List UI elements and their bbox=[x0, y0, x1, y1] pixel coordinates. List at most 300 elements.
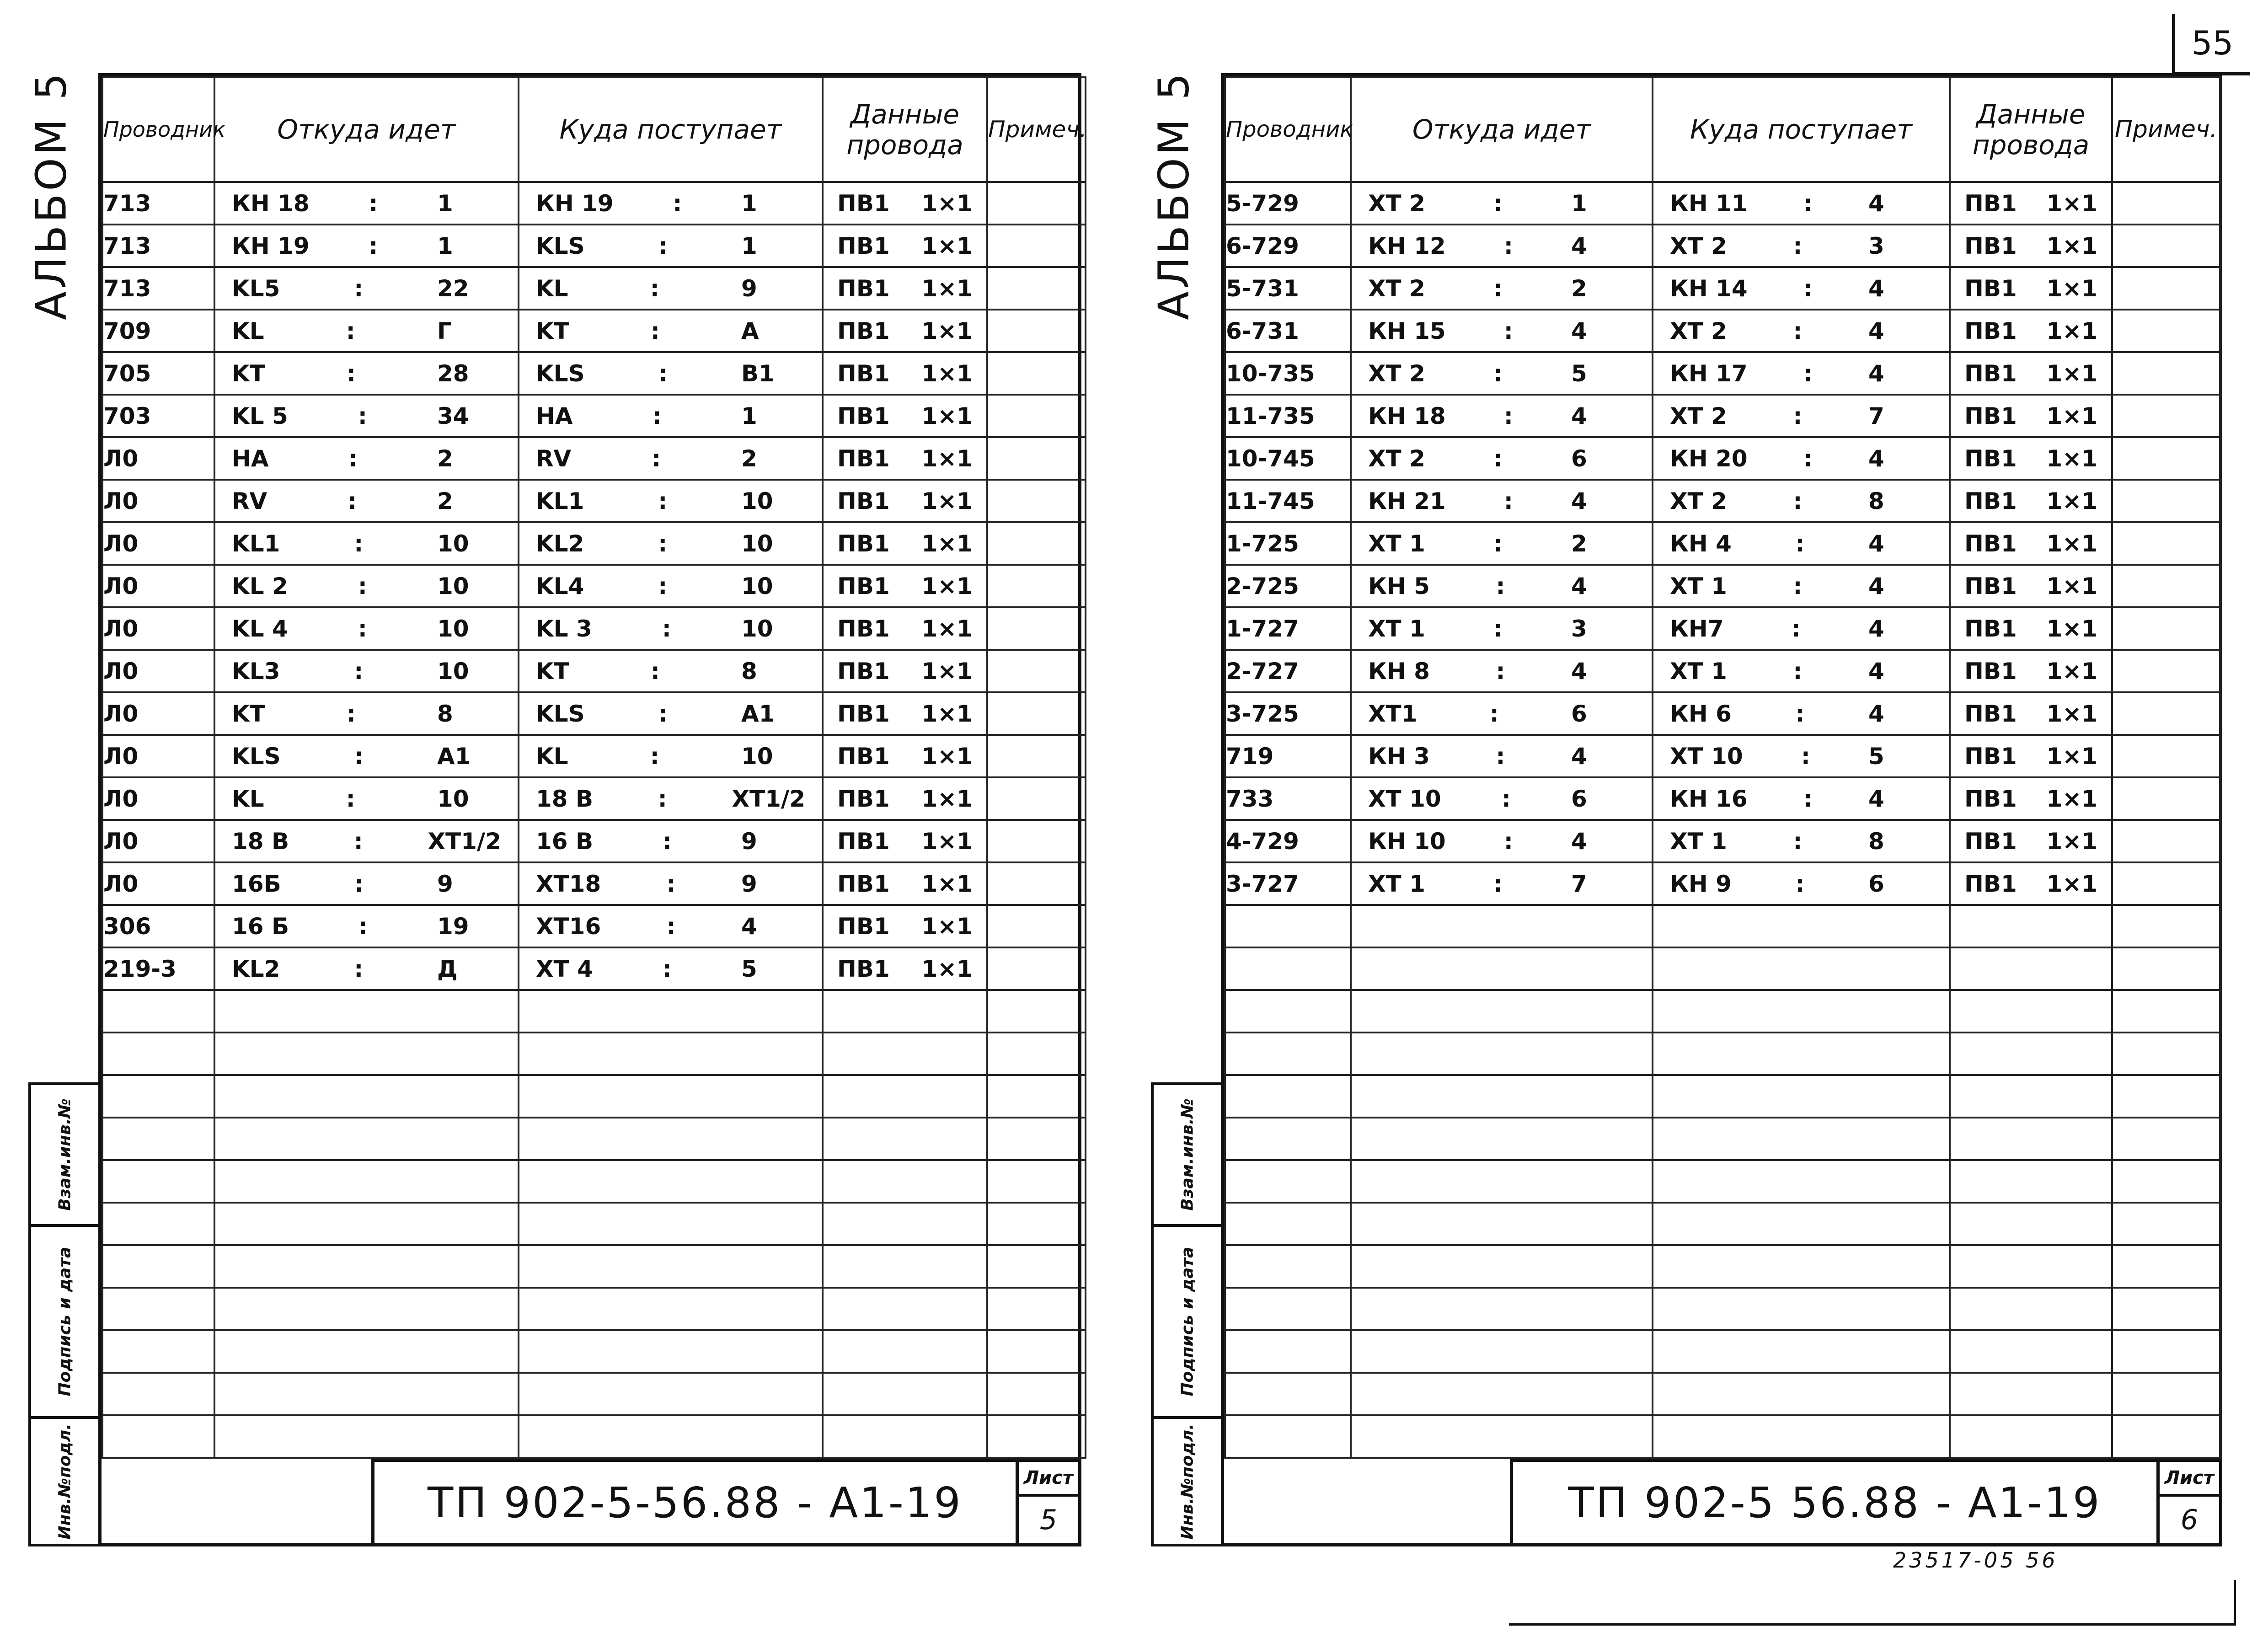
wire-cell: 703 bbox=[102, 395, 214, 437]
from-cell: HA : 2 bbox=[214, 437, 519, 480]
from-cell: КН 18 : 1 bbox=[214, 182, 519, 225]
wire-data-cell bbox=[823, 1245, 987, 1288]
wire-data-cell: ПВ1 1×1 bbox=[1950, 777, 2112, 820]
to-cell: КН 9 : 6 bbox=[1653, 862, 1950, 905]
wire-data-cell: ПВ1 1×1 bbox=[823, 777, 987, 820]
note-cell bbox=[2112, 650, 2220, 692]
from-cell bbox=[1351, 990, 1653, 1033]
note-cell bbox=[2112, 1075, 2220, 1118]
to-cell: KLS : B1 bbox=[519, 352, 823, 395]
wire-data-cell bbox=[1950, 1075, 2112, 1118]
header-data: Данные провода bbox=[823, 77, 987, 182]
note-cell bbox=[987, 1415, 1086, 1458]
to-cell: 16 B : 9 bbox=[519, 820, 823, 862]
from-cell: XT 1 : 7 bbox=[1351, 862, 1653, 905]
album-label: АЛЬБОМ 5 bbox=[27, 70, 76, 320]
from-cell bbox=[1351, 905, 1653, 947]
wire-data-cell: ПВ1 1×1 bbox=[1950, 820, 2112, 862]
note-cell bbox=[2112, 862, 2220, 905]
wire-data-cell: ПВ1 1×1 bbox=[1950, 267, 2112, 310]
note-cell bbox=[2112, 182, 2220, 225]
note-cell bbox=[2112, 225, 2220, 267]
from-cell: KL 4 : 10 bbox=[214, 607, 519, 650]
header-to: Куда поступает bbox=[519, 77, 823, 182]
note-cell bbox=[987, 777, 1086, 820]
wire-cell: Л0 bbox=[102, 735, 214, 777]
archive-number: 23517-05 56 bbox=[1893, 1548, 2058, 1573]
note-cell bbox=[987, 395, 1086, 437]
table-row bbox=[102, 947, 1086, 990]
wire-data-cell bbox=[823, 1033, 987, 1075]
note-cell bbox=[987, 480, 1086, 522]
to-cell bbox=[519, 1288, 823, 1330]
note-cell bbox=[987, 522, 1086, 565]
from-cell bbox=[214, 1245, 519, 1288]
header-from: Откуда идет bbox=[1351, 77, 1653, 182]
wire-cell: 713 bbox=[102, 182, 214, 225]
wire-cell bbox=[102, 1033, 214, 1075]
note-cell bbox=[987, 735, 1086, 777]
to-cell: КН7 : 4 bbox=[1653, 607, 1950, 650]
table-row bbox=[1225, 947, 2220, 990]
wire-data-cell bbox=[1950, 1160, 2112, 1203]
note-cell bbox=[987, 310, 1086, 352]
note-cell bbox=[987, 1118, 1086, 1160]
from-cell: КН 5 : 4 bbox=[1351, 565, 1653, 607]
wire-cell: 3-725 bbox=[1225, 692, 1351, 735]
table-row bbox=[1225, 1330, 2220, 1373]
from-cell bbox=[1351, 1373, 1653, 1415]
wire-cell: 709 bbox=[102, 310, 214, 352]
to-cell bbox=[1653, 1075, 1950, 1118]
note-cell bbox=[987, 1288, 1086, 1330]
to-cell: KLS : 1 bbox=[519, 225, 823, 267]
note-cell bbox=[2112, 905, 2220, 947]
from-cell bbox=[1351, 1288, 1653, 1330]
table-row bbox=[1225, 182, 2220, 225]
table-row bbox=[102, 1288, 1086, 1330]
from-cell: XT 2 : 5 bbox=[1351, 352, 1653, 395]
wire-data-cell: ПВ1 1×1 bbox=[823, 862, 987, 905]
sheet-number: 5 bbox=[1039, 1504, 1058, 1536]
table-row bbox=[1225, 820, 2220, 862]
to-cell: КН 4 : 4 bbox=[1653, 522, 1950, 565]
table-row bbox=[1225, 905, 2220, 947]
sheet-label: Лист bbox=[1019, 1462, 1078, 1497]
to-cell bbox=[519, 1118, 823, 1160]
wire-data-cell bbox=[823, 1330, 987, 1373]
wire-cell bbox=[1225, 947, 1351, 990]
header-wire: Проводник bbox=[102, 77, 214, 182]
wire-cell: 713 bbox=[102, 267, 214, 310]
wire-data-cell: ПВ1 1×1 bbox=[1950, 182, 2112, 225]
to-cell bbox=[1653, 1415, 1950, 1458]
table-row bbox=[102, 1245, 1086, 1288]
wire-data-cell: ПВ1 1×1 bbox=[1950, 565, 2112, 607]
note-cell bbox=[2112, 1330, 2220, 1373]
from-cell bbox=[214, 1160, 519, 1203]
wire-cell bbox=[1225, 1118, 1351, 1160]
wire-data-cell bbox=[1950, 1373, 2112, 1415]
to-cell bbox=[519, 1330, 823, 1373]
note-cell bbox=[2112, 1203, 2220, 1245]
note-cell bbox=[987, 1075, 1086, 1118]
wire-data-cell bbox=[823, 1203, 987, 1245]
note-cell bbox=[987, 1033, 1086, 1075]
title-block bbox=[371, 1459, 1078, 1543]
from-cell bbox=[214, 1373, 519, 1415]
wire-data-cell: ПВ1 1×1 bbox=[1950, 862, 2112, 905]
wire-data-cell bbox=[823, 1118, 987, 1160]
wire-cell: Л0 bbox=[102, 650, 214, 692]
note-cell bbox=[987, 437, 1086, 480]
from-cell: КН 19 : 1 bbox=[214, 225, 519, 267]
wire-data-cell: ПВ1 1×1 bbox=[823, 905, 987, 947]
wire-cell bbox=[1225, 1373, 1351, 1415]
from-cell: 18 B : XT1/2 bbox=[214, 820, 519, 862]
wire-cell: Л0 bbox=[102, 692, 214, 735]
table-header-row bbox=[102, 77, 1086, 182]
table-row bbox=[102, 1160, 1086, 1203]
from-cell: KL1 : 10 bbox=[214, 522, 519, 565]
header-to: Куда поступает bbox=[1653, 77, 1950, 182]
from-cell bbox=[1351, 947, 1653, 990]
from-cell: RV : 2 bbox=[214, 480, 519, 522]
to-cell: XT 2 : 3 bbox=[1653, 225, 1950, 267]
from-cell: КН 21 : 4 bbox=[1351, 480, 1653, 522]
table-row bbox=[102, 310, 1086, 352]
wire-cell bbox=[102, 1373, 214, 1415]
note-cell bbox=[987, 1203, 1086, 1245]
note-cell bbox=[987, 820, 1086, 862]
wire-data-cell: ПВ1 1×1 bbox=[823, 480, 987, 522]
header-note: Примеч. bbox=[2112, 77, 2220, 182]
note-cell bbox=[2112, 607, 2220, 650]
to-cell: КН 20 : 4 bbox=[1653, 437, 1950, 480]
wire-cell: 5-729 bbox=[1225, 182, 1351, 225]
note-cell bbox=[987, 225, 1086, 267]
table-row bbox=[1225, 862, 2220, 905]
table-row bbox=[102, 565, 1086, 607]
note-cell bbox=[987, 905, 1086, 947]
wire-data-cell bbox=[823, 1415, 987, 1458]
to-cell bbox=[519, 1033, 823, 1075]
note-cell bbox=[2112, 310, 2220, 352]
note-cell bbox=[987, 565, 1086, 607]
wire-cell bbox=[1225, 990, 1351, 1033]
from-cell: KLS : A1 bbox=[214, 735, 519, 777]
table-row bbox=[102, 905, 1086, 947]
to-cell: 18 B : XT1/2 bbox=[519, 777, 823, 820]
table-row bbox=[1225, 395, 2220, 437]
note-cell bbox=[2112, 395, 2220, 437]
wire-cell bbox=[102, 990, 214, 1033]
table-row bbox=[102, 990, 1086, 1033]
note-cell bbox=[2112, 820, 2220, 862]
wire-cell bbox=[1225, 1160, 1351, 1203]
note-cell bbox=[987, 650, 1086, 692]
wire-cell: 5-731 bbox=[1225, 267, 1351, 310]
note-cell bbox=[2112, 267, 2220, 310]
table-row bbox=[1225, 310, 2220, 352]
wire-data-cell: ПВ1 1×1 bbox=[823, 522, 987, 565]
table-row bbox=[1225, 650, 2220, 692]
wire-cell bbox=[1225, 1033, 1351, 1075]
wire-cell: 1-727 bbox=[1225, 607, 1351, 650]
wire-data-cell: ПВ1 1×1 bbox=[823, 735, 987, 777]
note-cell bbox=[2112, 1245, 2220, 1288]
sheet-number-box bbox=[2156, 1462, 2219, 1543]
wire-cell bbox=[1225, 1075, 1351, 1118]
from-cell: XT1 : 6 bbox=[1351, 692, 1653, 735]
from-cell: КН 10 : 4 bbox=[1351, 820, 1653, 862]
header-from: Откуда идет bbox=[214, 77, 519, 182]
to-cell bbox=[1653, 1118, 1950, 1160]
from-cell bbox=[214, 1118, 519, 1160]
note-cell bbox=[2112, 1160, 2220, 1203]
from-cell bbox=[1351, 1245, 1653, 1288]
table-row bbox=[1225, 1245, 2220, 1288]
from-cell bbox=[214, 1330, 519, 1373]
to-cell bbox=[1653, 1330, 1950, 1373]
wire-cell bbox=[1225, 1203, 1351, 1245]
note-cell bbox=[2112, 565, 2220, 607]
from-cell: KT : 8 bbox=[214, 692, 519, 735]
page-border-line bbox=[1509, 1580, 2236, 1626]
table-row bbox=[102, 1033, 1086, 1075]
wire-cell: 1-725 bbox=[1225, 522, 1351, 565]
table-row bbox=[1225, 267, 2220, 310]
table-row bbox=[102, 1373, 1086, 1415]
from-cell bbox=[1351, 1160, 1653, 1203]
wire-cell: 11-745 bbox=[1225, 480, 1351, 522]
table-row bbox=[102, 1415, 1086, 1458]
wire-data-cell: ПВ1 1×1 bbox=[823, 310, 987, 352]
to-cell bbox=[1653, 947, 1950, 990]
wire-cell bbox=[1225, 1415, 1351, 1458]
wire-data-cell: ПВ1 1×1 bbox=[1950, 522, 2112, 565]
note-cell bbox=[987, 1160, 1086, 1203]
wire-data-cell bbox=[823, 1075, 987, 1118]
table-row bbox=[1225, 522, 2220, 565]
to-cell: KT : 8 bbox=[519, 650, 823, 692]
note-cell bbox=[2112, 1415, 2220, 1458]
header-note: Примеч. bbox=[987, 77, 1086, 182]
to-cell bbox=[1653, 1203, 1950, 1245]
title-block bbox=[1510, 1459, 2219, 1543]
wire-data-cell: ПВ1 1×1 bbox=[1950, 395, 2112, 437]
to-cell: КН 19 : 1 bbox=[519, 182, 823, 225]
table-row bbox=[102, 692, 1086, 735]
wire-cell: 11-735 bbox=[1225, 395, 1351, 437]
from-cell: XT 1 : 3 bbox=[1351, 607, 1653, 650]
wire-data-cell bbox=[1950, 1330, 2112, 1373]
wire-cell: 306 bbox=[102, 905, 214, 947]
wire-cell: 219-3 bbox=[102, 947, 214, 990]
table-row bbox=[1225, 1075, 2220, 1118]
wire-cell bbox=[102, 1415, 214, 1458]
table-row bbox=[102, 395, 1086, 437]
from-cell: KL 5 : 34 bbox=[214, 395, 519, 437]
to-cell bbox=[1653, 1245, 1950, 1288]
table-row bbox=[102, 437, 1086, 480]
to-cell bbox=[519, 1075, 823, 1118]
to-cell: XT 2 : 4 bbox=[1653, 310, 1950, 352]
wire-cell: 705 bbox=[102, 352, 214, 395]
wire-data-cell: ПВ1 1×1 bbox=[823, 352, 987, 395]
side-stamp-strip bbox=[1151, 1082, 1224, 1546]
from-cell bbox=[1351, 1033, 1653, 1075]
wire-cell: 4-729 bbox=[1225, 820, 1351, 862]
wire-data-cell: ПВ1 1×1 bbox=[823, 692, 987, 735]
from-cell bbox=[1351, 1118, 1653, 1160]
table-row bbox=[102, 777, 1086, 820]
table-row bbox=[1225, 1203, 2220, 1245]
from-cell: XT 2 : 2 bbox=[1351, 267, 1653, 310]
wire-cell: 10-735 bbox=[1225, 352, 1351, 395]
table-row bbox=[1225, 607, 2220, 650]
to-cell: KL1 : 10 bbox=[519, 480, 823, 522]
wire-data-cell: ПВ1 1×1 bbox=[1950, 437, 2112, 480]
table-row bbox=[102, 352, 1086, 395]
to-cell: XT16 : 4 bbox=[519, 905, 823, 947]
table-row bbox=[102, 862, 1086, 905]
table-row bbox=[1225, 1288, 2220, 1330]
to-cell bbox=[1653, 1160, 1950, 1203]
wire-cell: Л0 bbox=[102, 565, 214, 607]
to-cell: KL : 10 bbox=[519, 735, 823, 777]
note-cell bbox=[987, 862, 1086, 905]
wire-table bbox=[102, 76, 1086, 1459]
from-cell: KL : Г bbox=[214, 310, 519, 352]
wire-cell bbox=[102, 1330, 214, 1373]
wire-data-cell: ПВ1 1×1 bbox=[823, 395, 987, 437]
table-row bbox=[1225, 480, 2220, 522]
from-cell bbox=[214, 1203, 519, 1245]
to-cell: XT18 : 9 bbox=[519, 862, 823, 905]
table-row bbox=[102, 1203, 1086, 1245]
from-cell bbox=[214, 1075, 519, 1118]
note-cell bbox=[2112, 1288, 2220, 1330]
note-cell bbox=[987, 947, 1086, 990]
from-cell: КН 18 : 4 bbox=[1351, 395, 1653, 437]
from-cell: 16Б : 9 bbox=[214, 862, 519, 905]
note-cell bbox=[2112, 352, 2220, 395]
wiring-table-sheet-left bbox=[27, 70, 1087, 1546]
note-cell bbox=[2112, 1373, 2220, 1415]
wire-data-cell bbox=[823, 1288, 987, 1330]
note-cell bbox=[987, 267, 1086, 310]
note-cell bbox=[2112, 480, 2220, 522]
wire-cell bbox=[102, 1075, 214, 1118]
to-cell: КН 16 : 4 bbox=[1653, 777, 1950, 820]
note-cell bbox=[987, 182, 1086, 225]
wire-data-cell bbox=[1950, 1203, 2112, 1245]
note-cell bbox=[987, 1373, 1086, 1415]
wire-cell bbox=[1225, 1330, 1351, 1373]
from-cell bbox=[1351, 1330, 1653, 1373]
note-cell bbox=[987, 607, 1086, 650]
wire-cell bbox=[102, 1245, 214, 1288]
side-cell-signature: Подпись и дата bbox=[1154, 1227, 1221, 1419]
note-cell bbox=[987, 1330, 1086, 1373]
from-cell: KL : 10 bbox=[214, 777, 519, 820]
wire-data-cell: ПВ1 1×1 bbox=[1950, 692, 2112, 735]
to-cell: KLS : A1 bbox=[519, 692, 823, 735]
note-cell bbox=[2112, 437, 2220, 480]
wire-cell: 10-745 bbox=[1225, 437, 1351, 480]
document-code: ТП 902-5-56.88 - А1-19 bbox=[428, 1478, 963, 1527]
to-cell bbox=[519, 1415, 823, 1458]
wire-data-cell bbox=[1950, 905, 2112, 947]
wire-cell: Л0 bbox=[102, 820, 214, 862]
note-cell bbox=[2112, 1118, 2220, 1160]
wire-data-cell: ПВ1 1×1 bbox=[823, 267, 987, 310]
wire-cell: 3-727 bbox=[1225, 862, 1351, 905]
wire-data-cell: ПВ1 1×1 bbox=[823, 607, 987, 650]
note-cell bbox=[2112, 735, 2220, 777]
to-cell: KL2 : 10 bbox=[519, 522, 823, 565]
wire-data-cell bbox=[823, 990, 987, 1033]
document-code: ТП 902-5 56.88 - А1-19 bbox=[1568, 1478, 2102, 1527]
to-cell: HA : 1 bbox=[519, 395, 823, 437]
note-cell bbox=[2112, 522, 2220, 565]
to-cell bbox=[519, 990, 823, 1033]
to-cell: XT 2 : 8 bbox=[1653, 480, 1950, 522]
side-stamp-strip bbox=[28, 1082, 102, 1546]
to-cell: KL 3 : 10 bbox=[519, 607, 823, 650]
wire-data-cell: ПВ1 1×1 bbox=[1950, 480, 2112, 522]
table-row bbox=[1225, 1160, 2220, 1203]
wire-data-cell bbox=[1950, 1118, 2112, 1160]
wire-cell: 6-731 bbox=[1225, 310, 1351, 352]
table-row bbox=[1225, 777, 2220, 820]
wire-cell: 713 bbox=[102, 225, 214, 267]
wire-cell: 6-729 bbox=[1225, 225, 1351, 267]
side-cell-signature: Подпись и дата bbox=[31, 1227, 99, 1419]
wire-data-cell: ПВ1 1×1 bbox=[1950, 735, 2112, 777]
from-cell: KT : 28 bbox=[214, 352, 519, 395]
table-row bbox=[102, 735, 1086, 777]
table-row bbox=[102, 225, 1086, 267]
wire-cell: 2-727 bbox=[1225, 650, 1351, 692]
side-cell-inventory: Инв.№подл. bbox=[55, 1423, 75, 1540]
to-cell: XT 2 : 7 bbox=[1653, 395, 1950, 437]
wire-cell bbox=[102, 1288, 214, 1330]
table-row bbox=[1225, 1118, 2220, 1160]
from-cell: КН 8 : 4 bbox=[1351, 650, 1653, 692]
table-row bbox=[102, 267, 1086, 310]
from-cell bbox=[214, 990, 519, 1033]
to-cell: KL4 : 10 bbox=[519, 565, 823, 607]
to-cell bbox=[1653, 1288, 1950, 1330]
sheet-number-box bbox=[1016, 1462, 1078, 1543]
to-cell: XT 4 : 5 bbox=[519, 947, 823, 990]
table-row bbox=[1225, 990, 2220, 1033]
table-row bbox=[1225, 1033, 2220, 1075]
sheet-number: 6 bbox=[2180, 1504, 2198, 1536]
table-row bbox=[102, 1118, 1086, 1160]
from-cell: XT 2 : 6 bbox=[1351, 437, 1653, 480]
header-data: Данные провода bbox=[1950, 77, 2112, 182]
wire-data-cell bbox=[1950, 1415, 2112, 1458]
from-cell bbox=[214, 1033, 519, 1075]
wire-cell: Л0 bbox=[102, 607, 214, 650]
table-row bbox=[102, 650, 1086, 692]
header-wire: Проводник bbox=[1225, 77, 1351, 182]
table-row bbox=[1225, 735, 2220, 777]
wire-cell: 719 bbox=[1225, 735, 1351, 777]
